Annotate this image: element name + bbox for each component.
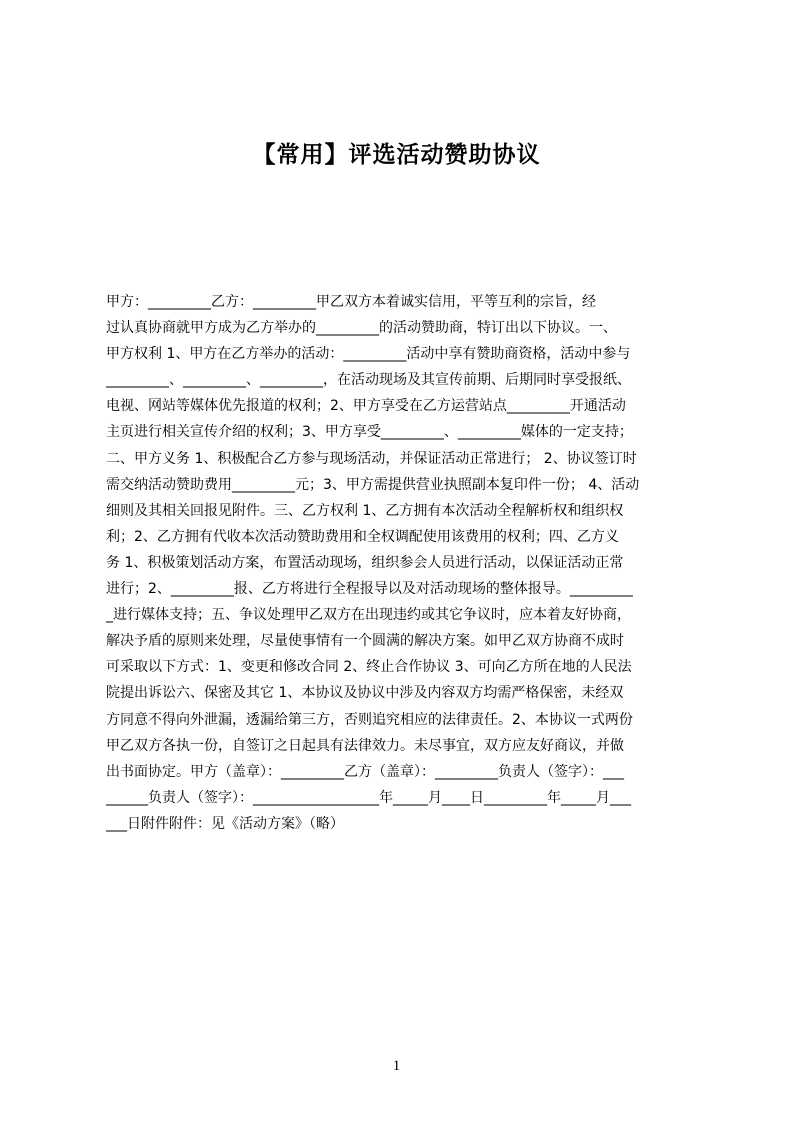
agreement-body bbox=[106, 289, 700, 849]
body-line-16: 院提出诉讼六、保密及其它 1、本协议及协议中涉及内容双方均需严格保密，未经双 bbox=[106, 685, 624, 702]
body-line-12: 进行；2、_________报、乙方将进行全程报导以及对活动现场的整体报导。_________ bbox=[106, 581, 633, 598]
body-line-9: 细则及其相关回报见附件。三、乙方权利 1、乙方拥有本次活动全程解析权和组织权 bbox=[106, 502, 624, 519]
body-line-17: 方同意不得向外泄漏，透漏给第三方，否则追究相应的法律责任。2、本协议一式两份 bbox=[106, 711, 633, 728]
body-line-11: 务 1、积极策划活动方案，布置活动现场，组织参会人员进行活动，以保证活动正常 bbox=[106, 554, 624, 571]
body-line-8: 需交纳活动赞助费用_________元；3、甲方需提供营业执照副本复印件一份； 4、活动 bbox=[106, 476, 640, 493]
body-line-5: 电视、网站等媒体优先报道的权利；2、甲方享受在乙方运营站点_________开通活动 bbox=[106, 398, 626, 415]
body-line-18: 甲乙双方各执一份，自签订之日起具有法律效力。未尽事宜，双方应友好商议，并做 bbox=[106, 737, 624, 754]
body-line-6: 主页进行相关宣传介绍的权利；3、甲方享受_________、_________媒体的一定支持； bbox=[106, 424, 633, 441]
page-number: 1 bbox=[392, 1058, 401, 1074]
body-line-20: ______负责人（签字）：__________________年_____月____日_________年_____月___ bbox=[106, 789, 631, 806]
body-line-21: ___日附件附件：见《活动方案》（略） bbox=[106, 815, 344, 832]
body-line-13: _进行媒体支持；五、争议处理甲乙双方在出现违约或其它争议时，应本着友好协商， bbox=[106, 607, 631, 624]
body-line-7: 二、甲方义务 1、积极配合乙方参与现场活动，并保证活动正常进行； 2、协议签订时 bbox=[106, 450, 637, 467]
document-title: 【常用】评选活动赞助协议 bbox=[252, 142, 541, 168]
body-line-1: 甲方：_________乙方：_________甲乙双方本着诚实信用，平等互利的宗旨，经 bbox=[106, 294, 596, 310]
body-line-3: 甲方权利 1、甲方在乙方举办的活动：_________活动中享有赞助商资格，活动中参与 bbox=[106, 346, 631, 363]
body-line-14: 解决予盾的原则来处理，尽量使事情有一个圆满的解决方案。如甲乙双方协商不成时 bbox=[106, 633, 624, 650]
body-line-2: 过认真协商就甲方成为乙方举办的_________的活动赞助商，特订出以下协议。一、 bbox=[106, 320, 617, 337]
body-line-19: 出书面协定。甲方（盖章）：_________乙方（盖章）：_________负责人（签字）：___ bbox=[106, 763, 624, 780]
body-line-15: 可采取以下方式：1、变更和修改合同 2、终止合作协议 3、可向乙方所在地的人民法 bbox=[106, 659, 632, 676]
body-line-4: _________、_________、_________，在活动现场及其宣传前期、后期同时享受报纸、 bbox=[106, 372, 631, 389]
body-line-10: 利；2、乙方拥有代收本次活动赞助费用和全权调配使用该费用的权利；四、乙方义 bbox=[106, 528, 619, 545]
